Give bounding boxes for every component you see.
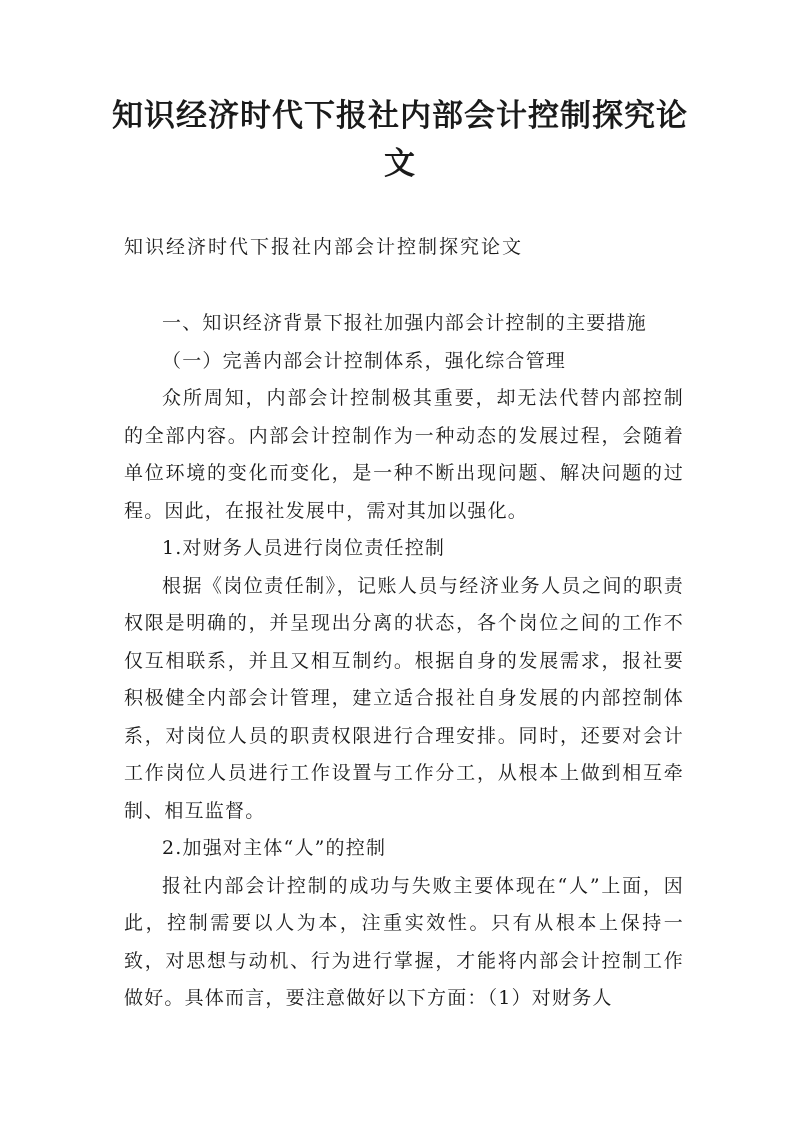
body-paragraph: 众所周知，内部会计控制极其重要，却无法代替内部控制的全部内容。内部会计控制作为一种动态的发展过程，会随着单位环境的变化而变化，是一种不断出现问题、解决问题的过程。因此，在报社发展中，需对其加以强化。 bbox=[124, 387, 684, 522]
body-paragraph: 根据《岗位责任制》，记账人员与经济业务人员之间的职责权限是明确的，并呈现出分离的状态，各个岗位之间的工作不仅互相联系，并且又相互制约。根据自身的发展需求，报社要积极健全内部会计管理，建立适合报社自身发展的内部控制体系，对岗位人员的职责权限进行合理安排。同时，还要对会计工作岗位人员进行工作设置与工作分工，从根本上做到相互牵制、相互监督。 bbox=[124, 574, 684, 822]
document-subtitle: 知识经济时代下报社内部会计控制探究论文 bbox=[124, 236, 524, 258]
section-heading: 一、知识经济背景下报社加强内部会计控制的主要措施 bbox=[162, 312, 647, 334]
document-title: 知识经济时代下报社内部会计控制探究论文 bbox=[112, 98, 688, 182]
body-paragraph: 报社内部会计控制的成功与失败主要体现在“人”上面，因此，控制需要以人为本，注重实效性。只有从根本上保持一致，对思想与动机、行为进行掌握，才能将内部会计控制工作做好。具体而言，要注意做好以下方面：（1）对财务人 bbox=[124, 874, 684, 1009]
subsection-heading: （一）完善内部会计控制体系，强化综合管理 bbox=[162, 349, 567, 372]
item-heading: 1.对财务人员进行岗位责任控制 bbox=[162, 537, 446, 559]
item-heading: 2.加强对主体“人”的控制 bbox=[162, 837, 387, 859]
document-body bbox=[124, 305, 684, 1018]
